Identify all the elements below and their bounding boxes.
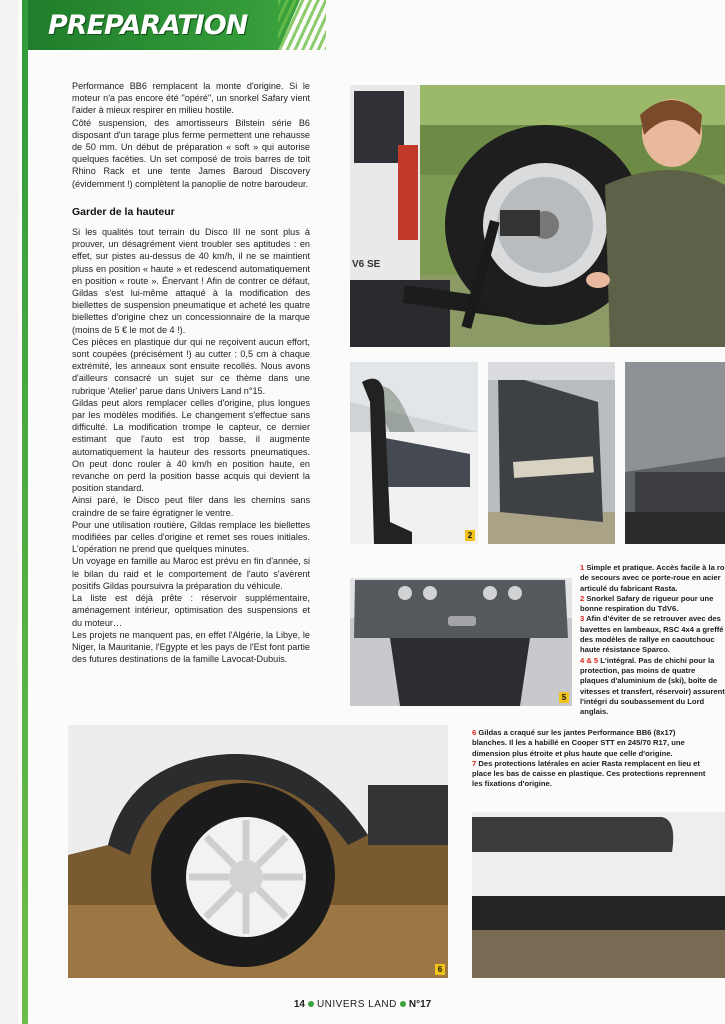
article-body [72, 226, 310, 665]
photo-side-protection [472, 812, 725, 978]
caption-number: 4 & 5 [580, 655, 599, 665]
caption-item [472, 759, 712, 790]
caption-item [580, 563, 725, 594]
intro-paragraph: Côté suspension, des amortisseurs Bilstein série B6 disposant d'un tarage plus ferme permettent une rehausse de 50 mm. Un début de préparation « soft » qui autorise quelques facéties. Un set composé de trois barres de toit Rhino Rack et une tente James Baroud Discovery (évidemment !) complètent la panoplie de notre baroudeur. [72, 117, 310, 189]
caption-item [580, 594, 725, 615]
article-subheading: Garder de la hauteur [72, 206, 175, 218]
caption-item [580, 614, 725, 655]
article-intro [72, 80, 310, 190]
body-paragraph: La liste est déjà prête : réservoir supplémentaire, aménagement intérieur, optimisation des suspensions et du moteur… [72, 593, 310, 628]
caption-text: L'intégral. Pas de chichi pour la protection, pas moins de quatre plaques d'aluminium de (ski), boîte de vitesses et transfert, réservoir) assurent l'intégri du soubassement du Lord anglais. [580, 655, 725, 717]
photo-white-wheel [68, 725, 448, 978]
caption-item [580, 656, 725, 718]
photo-number-badge: 5 [559, 692, 569, 703]
photo-spare-wheel-carrier [350, 85, 725, 347]
section-title: PREPARATION [48, 10, 248, 41]
page-number: 14 [293, 999, 305, 1010]
photo-snorkel [350, 362, 478, 544]
caption-block-right [580, 563, 725, 717]
photo-underbody-plate [625, 362, 725, 544]
caption-block-lower [472, 728, 712, 790]
photo-skid-plate [350, 578, 572, 706]
caption-number: 7 [472, 758, 477, 768]
caption-number: 3 [580, 614, 585, 624]
page-footer [0, 999, 725, 1010]
photo-mudflap [488, 362, 615, 544]
caption-number: 6 [472, 728, 477, 737]
caption-text: Simple et pratique. Accès facile à la ro de secours avec ce porte-roue en acier articulé du fabricant Rasta. [580, 563, 725, 593]
body-paragraph: Pour une utilisation routière, Gildas remplace les biellettes modifiées par celles d'origine et remet ses roues initiales. L'opération ne prend que quelques minutes. [72, 519, 310, 555]
caption-number: 2 [580, 593, 585, 603]
magazine-name: UNIVERS LAND [316, 999, 397, 1010]
green-spine-stripe [22, 0, 28, 1024]
caption-text: Des protections latérales en acier Rasta remplacent en lieu et place les bas de caisse en plastique. Ces protections reprennent les fixations d'origine. [472, 758, 706, 789]
intro-paragraph: Performance BB6 remplacent la monte d'origine. Si le moteur n'a pas encore été "opéré", un snorkel Safary vient l'aider à mieux respirer en milieu hostile. [72, 81, 310, 116]
footer-bullet-dot [308, 1001, 314, 1007]
body-paragraph: Un voyage en famille au Maroc est prévu en fin d'année, si le bilan du raid et le comportement de l'auto s'avèrent positifs Gildas poursuivra la préparation du véhicule. [72, 556, 310, 591]
caption-text: Gildas a craqué sur les jantes Performance BB6 (8x17) blanches. Il les a habillé en Cooper STT en 245/70 R17, une dimension plus étroite et plus haute que celle d'origine. [472, 728, 685, 758]
issue-number: N°17 [408, 999, 432, 1010]
body-paragraph: Gildas peut alors remplacer celles d'origine, plus longues par les modèles modifiés. Le changement s'effectue sans difficulté. La modification trompe le capteur, ce dernier estimant que l'auto est trop basse, il augmente automatiquement la hauteur des ressorts pneumatiques. On peut donc rouler à 40 km/h en position haute, en revanche on perd la position basse acquis qui devient la position standard. [72, 397, 310, 494]
body-paragraph: Ainsi paré, le Disco peut filer dans les chemins sans craindre de se faire égratigner le ventre. [72, 495, 310, 518]
photo-number-badge: 2 [465, 530, 475, 541]
caption-number: 1 [580, 563, 585, 572]
body-paragraph: Les projets ne manquent pas, en effet l'Algérie, la Libye, le Niger, la Mauritanie, l'Egypte et les pays de l'Est font partie des futures destinations de la famille Lavocat-Dubuis. [72, 629, 310, 665]
banner-brush-edge [278, 0, 326, 50]
body-paragraph: Ces pièces en plastique dur qui ne reçoivent aucun effort, sont coupées (précisément !) au cutter : 0,5 cm à chaque extrémité, les anneaux sont ensuite recollés. Nous avons d'ailleurs consacré un sujet sur ce thème dans une rubrique 'Atelier' parue dans Univers Land n°15. [72, 336, 310, 396]
caption-item [472, 728, 712, 759]
caption-text: Snorkel Safary de rigueur pour une bonne respiration du TdV6. [580, 593, 714, 614]
body-paragraph: Si les qualités tout terrain du Disco III ne sont plus à prouver, un désagrément vient troubler ses aptitudes : en effet, sur pistes au-dessus de 40 km/h, il ne se maintient pluss en position « haute » et redescend automatiquement en position « route ». Énervant ! Afin de contrer ce défaut, Gildas s'est lui-même attaqué à la modification des biellettes de suspension pneumatique et acheté les quatre biellettes d'origine chez un concessionnaire de la marque (moins de 5 € le mot de 4 !). [72, 227, 310, 335]
footer-bullet-dot [400, 1001, 406, 1007]
photo-number-badge: 6 [435, 964, 445, 975]
car-badge-text: V6 SE [352, 259, 381, 270]
caption-text: Afin d'éviter de se retrouver avec des bavettes en lambeaux, RSC 4x4 a greffé des modèles de rallye en caoutchouc haute résistance Sparco. [580, 614, 724, 655]
